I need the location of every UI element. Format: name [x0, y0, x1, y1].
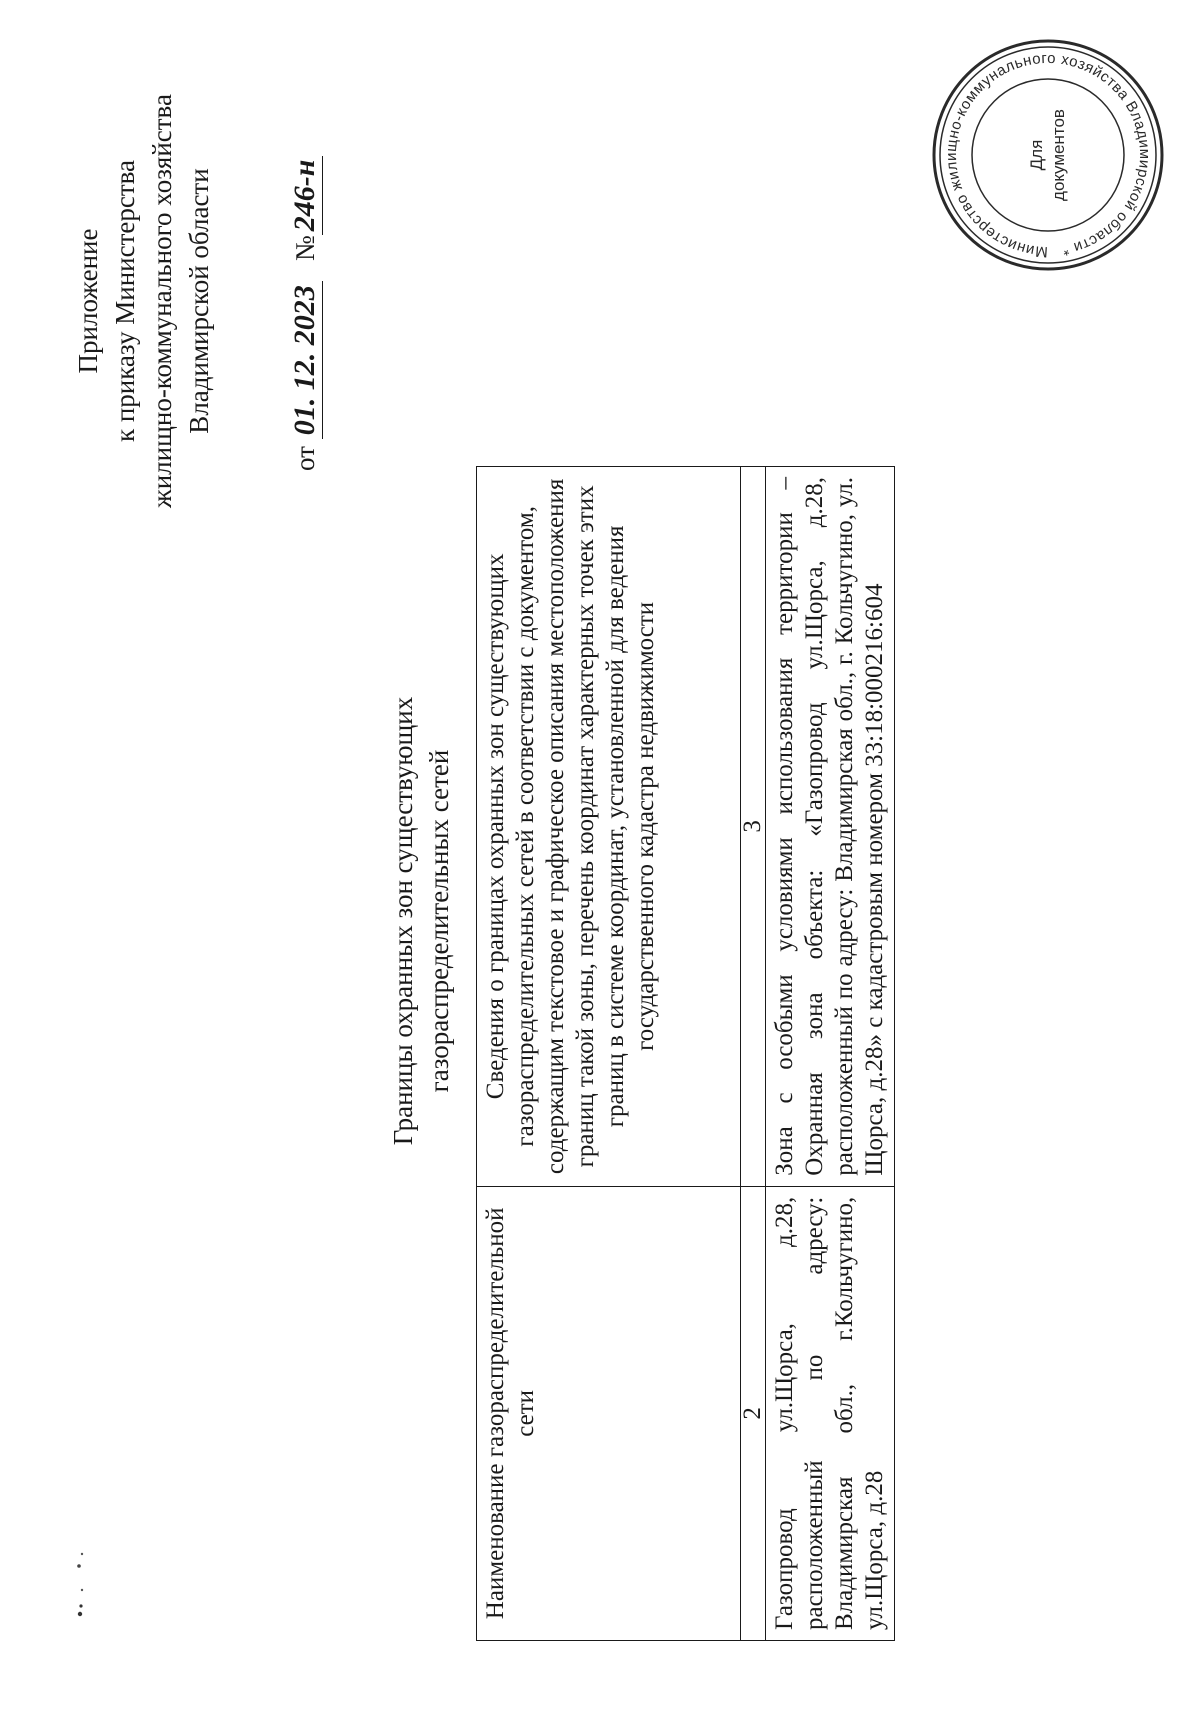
svg-text:Министерство жилищно-коммуналь	[943, 50, 1153, 260]
table-row	[766, 467, 895, 1641]
seal-center-line-1: Для	[1027, 139, 1046, 171]
zones-table	[476, 466, 895, 1641]
order-date: 01. 12. 2023	[288, 281, 323, 439]
appendix-line-1: Приложение	[73, 228, 103, 374]
appendix-line-4: Владимирской области	[184, 168, 214, 434]
header-zone-info: Сведения о границах охранных зон существующих газораспределительных сетей в соответствии с документом, содержащим текстовое и графическое описания местоположения границ такой зоны, перечень координат характерных точек этих границ в системе координат, установленной для ведения государственного кадастра недвижимости	[477, 467, 741, 1187]
order-date-number	[288, 51, 323, 471]
seal-center-line-2: документов	[1049, 109, 1068, 201]
header-network-name: Наименование газораспределительной сети	[477, 1186, 741, 1640]
order-number: 246-н	[288, 156, 323, 236]
table-header-row	[477, 467, 741, 1641]
column-number-3: 3	[741, 467, 766, 1187]
appendix-header	[70, 71, 218, 531]
official-seal	[930, 37, 1166, 273]
seal-ring-text: Министерство жилищно-коммунального хозяйства Владимирской области *	[942, 49, 1154, 261]
order-prefix: от	[290, 446, 320, 471]
title-line-1: Границы охранных зон существующих	[388, 696, 418, 1146]
column-number-2: 2	[741, 1186, 766, 1640]
appendix-line-3: жилищно-коммунального хозяйства	[147, 94, 177, 508]
row-network-name: Газопровод ул.Щорса, д.28, расположенный по адресу: Владимирская обл., г.Кольчугино, ул.Щорса, д.28	[766, 1186, 895, 1640]
title-line-2: газораспределительных сетей	[424, 749, 454, 1093]
document-title	[385, 691, 457, 1151]
row-zone-info: Зона с особыми условиями использования территории – Охранная зона объекта: «Газопровод ул.Щорса, д.28, расположенный по адресу: Владимирская обл., г. Кольчугино, ул. Щорса, д.28» с кадастровым номером 33:18:000216:604	[766, 467, 895, 1187]
appendix-line-2: к приказу Министерства	[110, 159, 140, 443]
table-number-row	[741, 467, 766, 1641]
order-number-sign: №	[290, 235, 320, 262]
